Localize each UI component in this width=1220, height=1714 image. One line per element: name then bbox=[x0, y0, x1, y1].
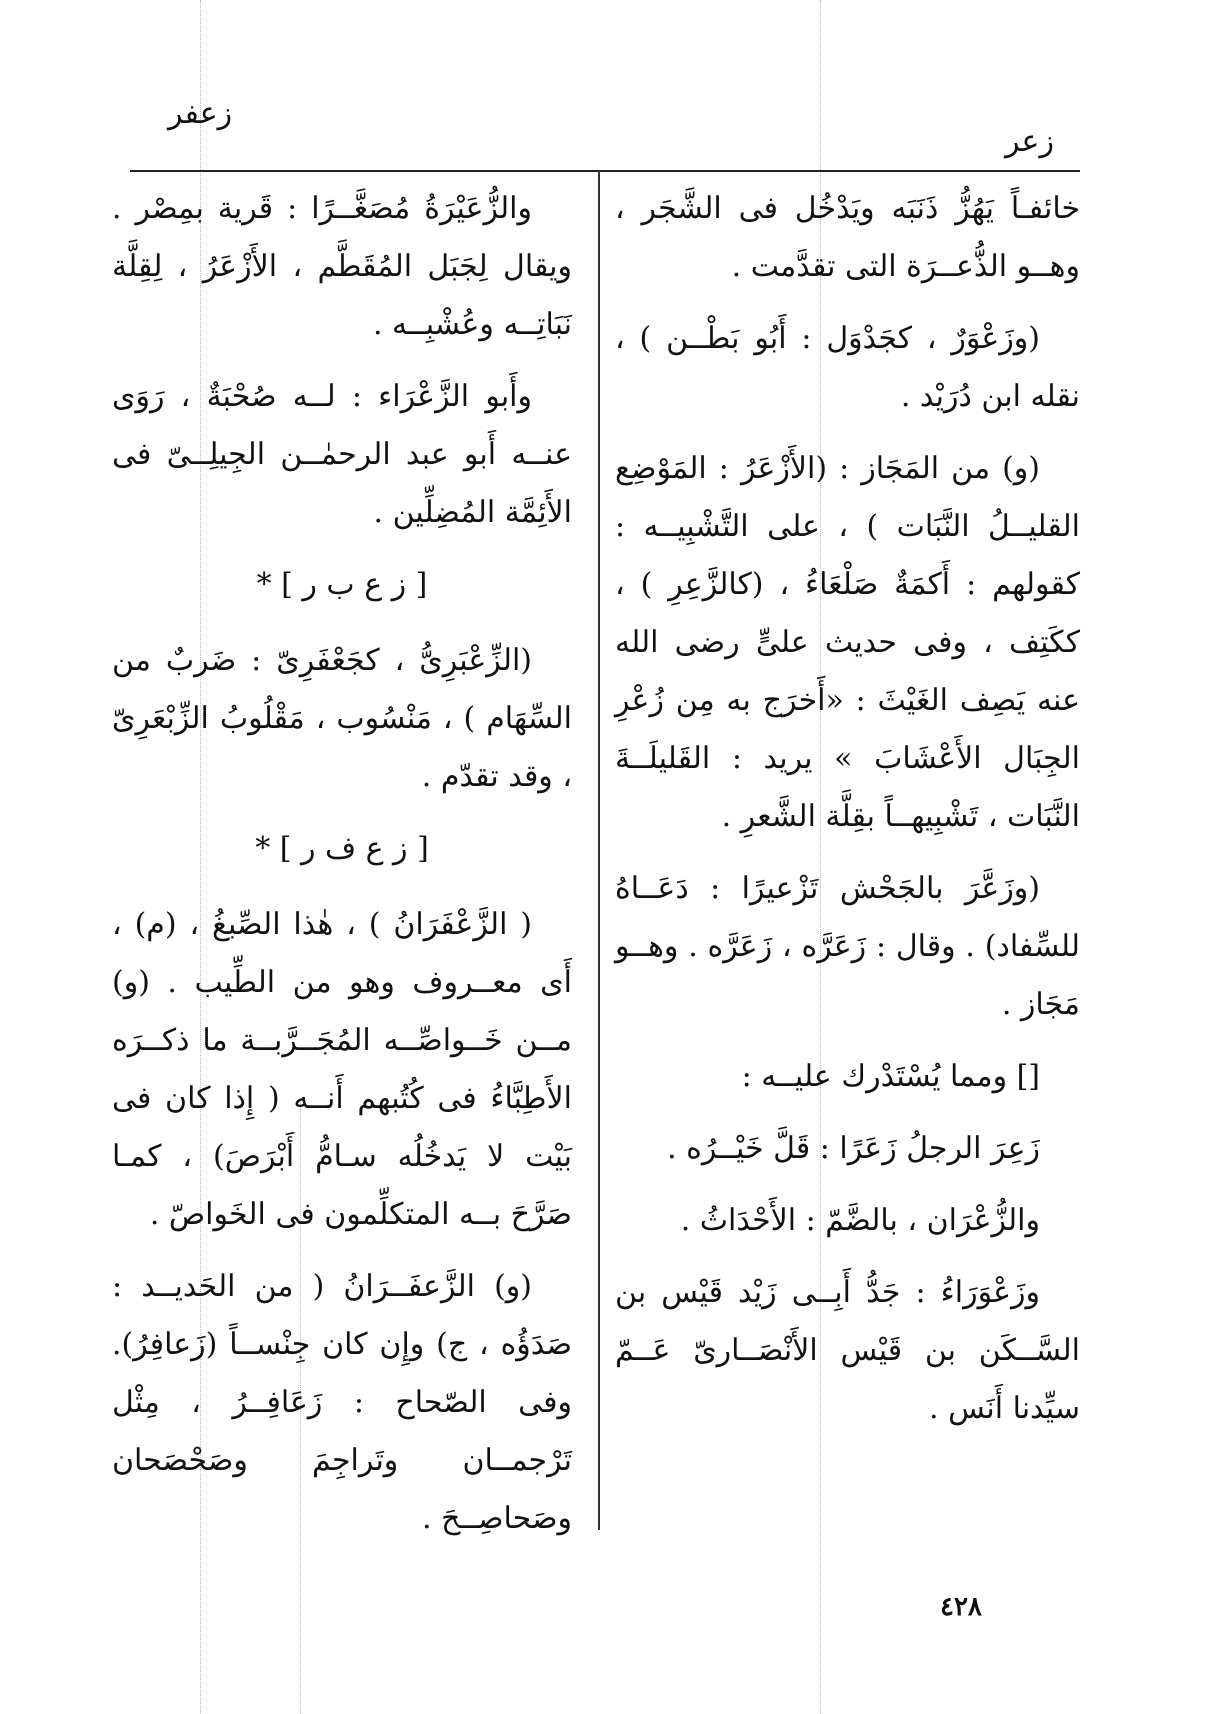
entry-paragraph: (و) من المَجَاز : (الأَزْعَرُ : المَوْضِع القليــلُ النَّبَات ) ، على التَّشْبِيــه : كقولهم : أَكمَةٌ صَلْعَاءُ ، (كالزَّعِرِ ) ، ككَتِف ، وفى حديث علىٍّ رضى الله عنه يَصِف الغَيْثَ : «أَخرَج به مِن زُعْرِ الجِبَال الأَعْشَابَ » يريد : القَليلَــةَ النَّبَات ، تَشْبِيهــاً بقِلَّة الشَّعرِ . bbox=[615, 451, 1080, 834]
entry-paragraph: (الزِّعْبَرِىُّ ، كجَعْفَرِىّ : ضَربٌ من السِّهَام ) ، مَنْسُوب ، مَقْلُوبُ الزِّبْعَرِىّ ، وقد تقدّم . bbox=[112, 643, 572, 794]
entry-paragraph: (وزَعْوَرٌ ، كجَدْوَل : أَبُو بَطْــن ) ، نقله ابن دُرَيْد . bbox=[615, 321, 1080, 414]
entry-paragraph: (و) الزَّعفَــرَانُ ( من الحَديــد : صَدَؤُه ، ج) وإِن كان جِنْســاً (زَعافِرُ). وفى الصّحاح : زَعَافِــرُ ، مِثْل تَرْجمــان وتَراجِمَ وصَحْصَحان وصَحاصِــحَ . bbox=[112, 1269, 572, 1536]
root-heading: [ ز ع ب ر ] * bbox=[256, 567, 428, 602]
left-column bbox=[112, 180, 572, 1562]
root-heading: [ ز ع ف ر ] * bbox=[255, 831, 429, 866]
page-number: ٤٢٨ bbox=[940, 1592, 982, 1622]
running-header-left: زعفر bbox=[168, 96, 233, 131]
right-column bbox=[615, 180, 1080, 1452]
entry-paragraph: ( الزَّعْفَرَانُ ) ، هٰذا الصِّبغُ ، (م) ، أَى معــروف وهو من الطِّيب . (و) مــن خَــواصِّــه المُجَــرَّبــة ما ذكــرَه الأَطِبَّاءُ فى كُتُبهم أَنــه ( إِذا كان فى بَيْت لا يَدخُلُه سـامُّ أَبْرَصَ) ، كمـا صَرَّحَ بــه المتكلِّمون فى الخَواصّ . bbox=[112, 907, 572, 1232]
entry-paragraph: وزَعْوَرَاءُ : جَدُّ أَبِــى زَيْد قَيْس بن السَّــكَن بن قَيْس الأَنْصَــارىّ عَــمّ سيِّدنا أَنَس . bbox=[615, 1275, 1080, 1426]
entry-paragraph: والزُّعَيْرَةُ مُصَغَّــرًا : قَرية بمِصْر . ويقال لِجَبَل المُقَطَّم ، الأَزْعَرُ ، لِقِلَّة نَبَاتِــه وعُشْبِــه . bbox=[112, 191, 572, 342]
addendum-heading: [] ومما يُسْتَدْرك عليــه : bbox=[741, 1059, 1040, 1094]
running-header-right: زعر bbox=[1005, 124, 1054, 159]
entry-paragraph: زَعِرَ الرجلُ زَعَرًا : قَلَّ خَيْــرُه . bbox=[667, 1131, 1040, 1166]
entry-paragraph: (وزَعَّرَ بالجَحْش تَزْعيرًا : دَعَــاهُ للسِّفاد) . وقال : زَعَرَّه ، زَعَرَّه . وهــو مَجَاز . bbox=[615, 871, 1080, 1022]
header-rule bbox=[130, 170, 1080, 172]
column-divider bbox=[598, 170, 600, 1530]
entry-paragraph: خائفـاً يَهُزُّ ذَنَبَه ويَدْخُل فى الشَّجَر ، وهــو الذُّعــرَة التى تقدَّمت . bbox=[615, 191, 1080, 284]
entry-paragraph: والزُّعْرَان ، بالضَّمّ : الأَحْدَاثُ . bbox=[680, 1203, 1040, 1238]
entry-paragraph: وأَبو الزَّعْرَاء : لــه صُحْبَةٌ ، رَوَى عنــه أَبو عبد الرحمٰــن الجِيلِــىّ فى الأَئِمَّة المُضِلِّين . bbox=[112, 379, 572, 530]
